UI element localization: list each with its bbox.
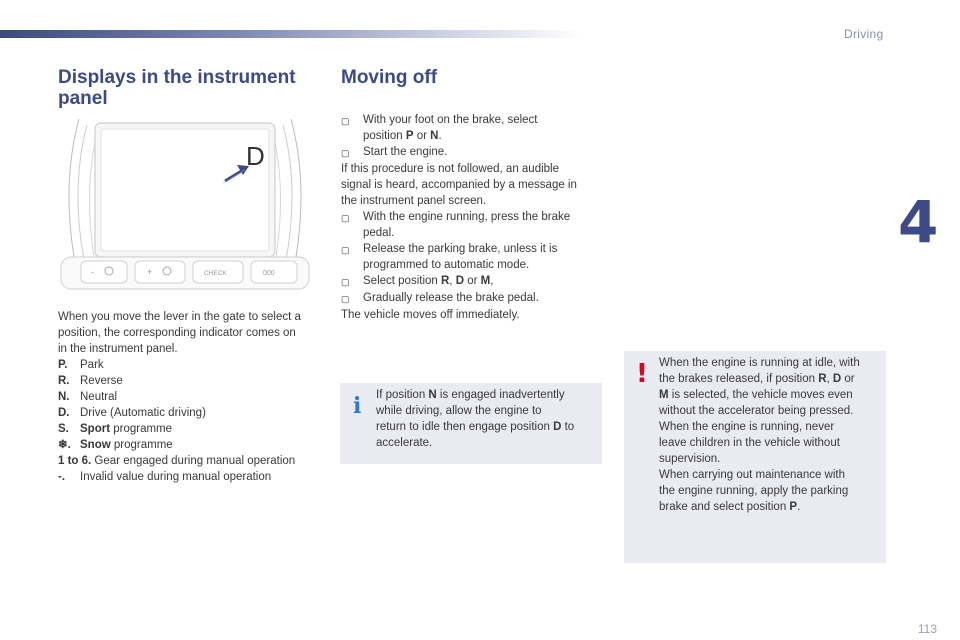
legend-key: -.	[58, 471, 66, 483]
instrument-cluster-illustration	[57, 113, 313, 303]
note-line: the instrument panel screen.	[341, 195, 487, 207]
step-text: With the engine running, press the brake	[363, 211, 571, 223]
cluster-button-plus: +	[147, 267, 153, 277]
legend-bold: Snow	[80, 439, 111, 451]
legend-text: programme	[110, 423, 173, 435]
checkbox-bullet-icon: ▢	[341, 245, 350, 255]
gear-indicator-letter: D	[246, 141, 265, 171]
step-note	[341, 161, 606, 209]
legend-key: 1 to 6.	[58, 455, 92, 467]
info-icon: i	[353, 393, 362, 419]
cluster-button-check: CHECK	[204, 270, 227, 277]
checkbox-bullet-icon: ▢	[341, 116, 350, 126]
instrument-cluster-svg	[57, 113, 313, 303]
moving-off-steps	[341, 112, 606, 323]
legend-key: R.	[58, 375, 70, 387]
section-label: Driving	[844, 27, 884, 41]
left-heading-line1: Displays in the instrument	[58, 67, 296, 88]
info-text: If position N is engaged inadvertently while driving, allow the engine to return to idle then engage position D to accelerate.	[376, 387, 598, 451]
legend-text: Park	[80, 359, 104, 371]
step-item: ▢ Select position R, D or M,	[341, 273, 606, 290]
step-conclusion: The vehicle moves off immediately.	[341, 309, 520, 321]
cluster-button-trip: 000	[263, 270, 275, 277]
legend-bold: Sport	[80, 423, 111, 435]
legend-key: S.	[58, 423, 69, 435]
header-color-bar	[0, 30, 580, 38]
warning-icon: !	[636, 359, 648, 389]
step-item	[341, 209, 606, 241]
left-intro	[58, 309, 328, 357]
info-line: accelerate.	[376, 437, 433, 449]
legend-text: Invalid value during manual operation	[80, 471, 272, 483]
note-line: If this procedure is not followed, an audible	[341, 163, 559, 175]
legend-row-manual	[58, 453, 328, 469]
warning-line: supervision.	[659, 453, 721, 465]
snowflake-icon: ❄.	[58, 439, 71, 451]
left-heading	[58, 67, 296, 109]
warning-line: without the accelerator being pressed.	[659, 405, 854, 417]
legend-key: P.	[58, 359, 68, 371]
warning-line: leave children in the vehicle without	[659, 437, 840, 449]
page-number: 113	[917, 622, 937, 636]
checkbox-bullet-icon: ▢	[341, 277, 350, 287]
warning-line: When carrying out maintenance with	[659, 469, 846, 481]
legend-row-invalid	[58, 469, 328, 485]
note-line: signal is heard, accompanied by a message in	[341, 179, 577, 191]
legend-text: programme	[110, 439, 173, 451]
step-text: programmed to automatic mode.	[363, 259, 530, 271]
legend-text: Gear engaged during manual operation	[91, 455, 296, 467]
intro-line: When you move the lever in the gate to select a	[58, 311, 301, 323]
step-text: Release the parking brake, unless it is	[363, 243, 558, 255]
legend-row-p	[58, 357, 328, 373]
checkbox-bullet-icon: ▢	[341, 213, 350, 223]
step-text: Start the engine.	[363, 146, 448, 158]
warning-text: When the engine is running at idle, with the brakes released, if position R, D or M is selected, the vehicle moves even without the accelerator being pressed. When the engine is running, never leave children in the vehicle without supervision. When carrying out maintenance with the engine running, apply the parking brake and select position P.	[659, 355, 884, 515]
cluster-button-minus: -	[91, 267, 94, 277]
step-item	[341, 144, 606, 161]
info-line: while driving, allow the engine to	[376, 405, 542, 417]
legend-key: D.	[58, 407, 70, 419]
intro-line: in the instrument panel.	[58, 343, 178, 355]
legend-text: Reverse	[80, 375, 123, 387]
checkbox-bullet-icon: ▢	[341, 294, 350, 304]
legend-row-snow	[58, 437, 328, 453]
warning-line: When the engine is running at idle, with	[659, 357, 860, 369]
legend-text: Drive (Automatic driving)	[80, 407, 206, 419]
legend-row-r	[58, 373, 328, 389]
step-item: ▢ With your foot on the brake, select position P or N.	[341, 114, 538, 142]
legend-key: N.	[58, 391, 70, 403]
warning-box	[624, 351, 886, 563]
legend-text: Neutral	[80, 391, 118, 403]
step-text: pedal.	[363, 227, 395, 239]
legend-row-d	[58, 405, 328, 421]
legend-row-n	[58, 389, 328, 405]
gear-legend	[58, 357, 328, 485]
step-item	[341, 290, 606, 307]
intro-line: position, the corresponding indicator comes on	[58, 327, 296, 339]
left-heading-line2: panel	[58, 88, 108, 109]
right-heading: Moving off	[341, 67, 438, 88]
warning-line: the engine running, apply the parking	[659, 485, 849, 497]
legend-row-s	[58, 421, 328, 437]
info-box	[340, 383, 602, 464]
warning-line: When the engine is running, never	[659, 421, 835, 433]
step-text: Gradually release the brake pedal.	[363, 292, 539, 304]
chapter-number: 4	[898, 188, 939, 256]
checkbox-bullet-icon: ▢	[341, 148, 350, 158]
step-item	[341, 241, 606, 273]
